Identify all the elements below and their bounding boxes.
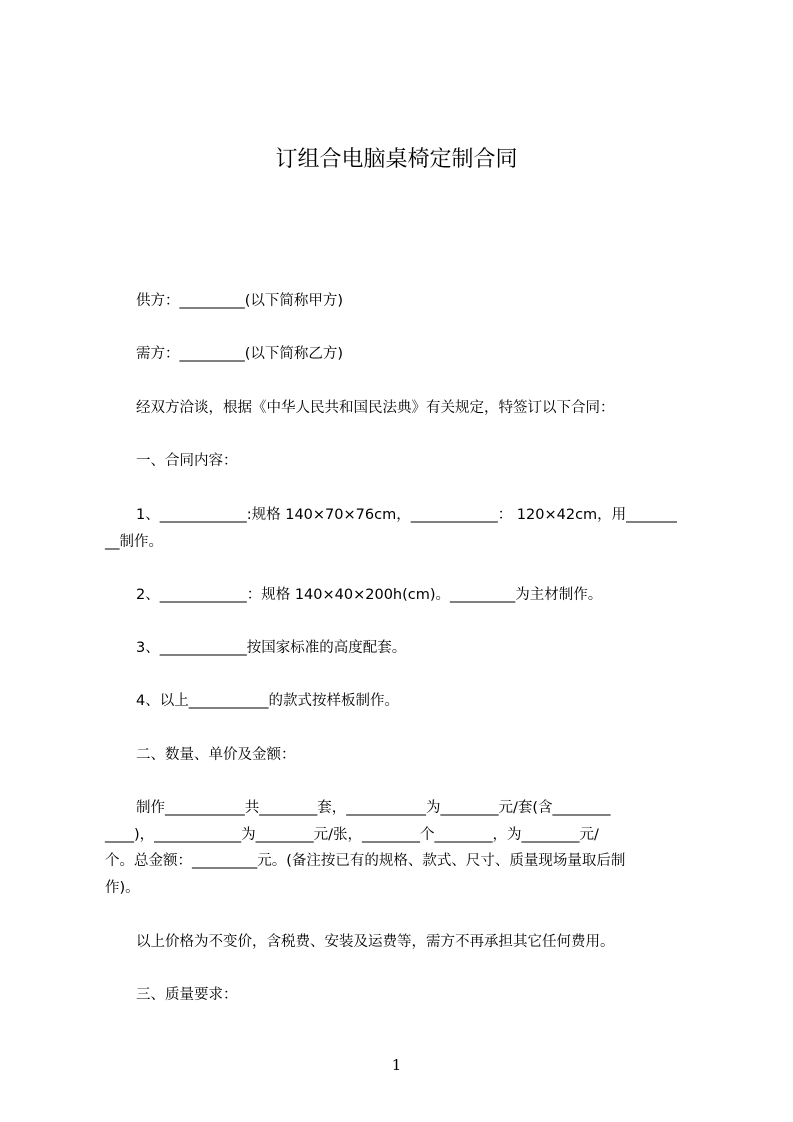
price-line-2: ____)，____________为________元/张，________个________，为________元/ xyxy=(105,827,599,843)
price-line-4: 作)。 xyxy=(105,880,140,896)
price-note: 以上价格为不变价，含税费、安装及运费等，需方不再承担其它任何费用。 xyxy=(136,934,615,950)
page-title: 订组合电脑桌椅定制合同 xyxy=(275,147,518,172)
item-1-line-1: 1、____________:规格 140×70×76cm，____________： 120×42cm，用_______ xyxy=(136,507,677,523)
supplier-line: 供方：_________(以下简称甲方) xyxy=(136,293,344,309)
section-1-heading: 一、合同内容： xyxy=(136,453,238,469)
item-2-line: 2、____________：规格 140×40×200h(cm)。_________为主材制作。 xyxy=(136,587,603,603)
intro-line: 经双方洽谈，根据《中华人民共和国民法典》有关规定，特签订以下合同： xyxy=(136,400,615,416)
section-2-heading: 二、数量、单价及金额： xyxy=(136,747,296,763)
buyer-line: 需方：_________(以下简称乙方) xyxy=(136,346,344,362)
page-number: 1 xyxy=(391,1056,402,1074)
item-3-line: 3、____________按国家标准的高度配套。 xyxy=(136,640,407,656)
section-3-heading: 三、质量要求： xyxy=(136,987,238,1003)
price-line-3: 个。总金额：_________元。(备注按已有的规格、款式、尺寸、质量现场量取后制 xyxy=(105,853,626,869)
item-4-line: 4、以上___________的款式按样板制作。 xyxy=(136,693,399,709)
item-1-line-2: __制作。 xyxy=(105,534,163,550)
price-line-1: 制作___________共________套，___________为________元/套(含________ xyxy=(136,800,611,816)
